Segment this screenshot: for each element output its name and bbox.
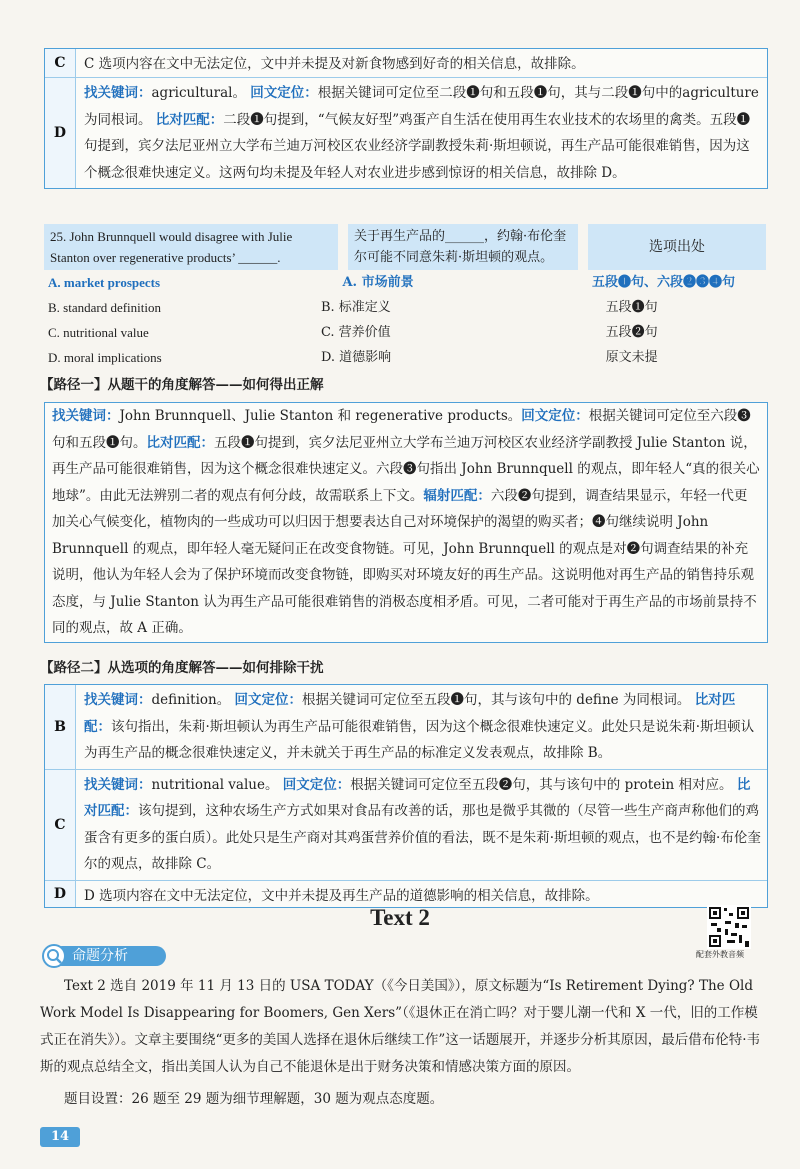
option-cn: B. 标准定义: [320, 300, 391, 315]
top-options-table: [44, 48, 768, 189]
text: 二段❶句提到，“气候友好型”鸡蛋产自生活在使用再生农业技术的农场里的禽类。五段❶句提到，宾夕法尼亚州立大学布兰迪万河校区农业经济学副教授朱莉·斯坦顿说，再生产品可能很难销售，因为这个概念很难快速定义。这两句均未提及年轻人对农业进步感到惊讶的相关信息，故排除 D。: [84, 111, 751, 181]
text: 根据关键词可定位至二段❶句和五段❶句，其与二段❶句中的agriculture为同根词。: [84, 85, 759, 128]
option-cn: C. 营养价值: [320, 325, 391, 340]
text: 根据关键词可定位至五段❷句，其与该句中的 protein 相对应。: [350, 776, 733, 793]
option-d-text: D 选项内容在文中无法定位，文中并未提及再生产品的道德影响的相关信息，故排除。: [84, 887, 599, 904]
path2-table: [44, 684, 768, 908]
option-en: A. market prospects: [48, 275, 161, 290]
option-row-c: [45, 769, 767, 880]
source-header: 选项出处: [588, 224, 766, 270]
text: definition。: [151, 692, 231, 708]
label-find-keyword: 找关键词：: [84, 692, 152, 708]
label-find-keyword: 找关键词：: [84, 776, 152, 793]
text: 六段❷句提到，调查结果显示，年轻一代更加关心气候变化，植物肉的一些成功可以归因于想要表达自己对环境保护的渴望的购买者；❹句继续说明 John Brunnquell 的观点，即年轻人毫无疑问正在改变食物链。可见，John Brunnquell 的观点是对❷句调查结果的补充说明，他认为年轻人会为了保护环境而改变食物链，即购买对环境友好的再生产品。这说明他对再生产品的销售持乐观态度，与 Julie Stanton 认为再生产品可能很难销售的消极态度相矛盾。可见，二者可能对于再生产品的市场前景持不同的观点，故 A 正确。: [52, 487, 757, 636]
qr-caption: 配套外教音频: [696, 950, 744, 959]
text: 该句提到，这种农场生产方式如果对食品有改善的话，那也是微乎其微的（尽管一些生产商声称他们的鸡蛋含有更多的蛋白质）。此处只是生产商对其鸡蛋营养价值的看法，既不是朱莉·斯坦顿的观点，也不是约翰·布伦奎尔的观点，故排除 C。: [84, 803, 761, 872]
option-row-d: [45, 77, 767, 188]
option-row-b: [45, 685, 767, 769]
option-en: C. nutritional value: [48, 325, 149, 340]
option-cn: A. 市场前景: [342, 275, 414, 290]
option-c-text: C 选项内容在文中无法定位，文中并未提及对新食物感到好奇的相关信息，故排除。: [84, 56, 585, 72]
label-match: 比对匹配：: [84, 692, 736, 735]
qr-code-icon: [707, 905, 751, 949]
question-25-header: [44, 224, 766, 270]
option-row-a: [44, 270, 766, 296]
option-b-analysis: [76, 685, 767, 769]
option-letter: C: [54, 55, 66, 71]
text: agricultural。: [151, 85, 246, 101]
label-locate: 回文定位：: [234, 692, 303, 708]
analysis-paragraph: Text 2 选自 2019 年 11 月 13 日的 USA TODAY（《今日美国》），原文标题为“Is Retirement Dying? The Old Work Model Is Disappearing for Boomers, Gen Xers”（《退休正在消亡吗？对于婴儿潮一代和 X 一代，旧的工作模式正在消失》）。文章主要围绕“更多的美国人选择在退休后继续工作”这一话题展开，并逐步分析其原因，最后借布伦特·韦斯的观点总结全文，指出美国人认为自己不能退休是出于财务决策和情感决策方面的原因。: [40, 978, 761, 1075]
text: 根据关键词可定位至五段❶句，其与该句中的 define 为同根词。: [302, 692, 691, 708]
option-source: 五段❶句: [605, 300, 658, 315]
option-en: B. standard definition: [48, 300, 162, 315]
option-letter: D: [53, 125, 67, 141]
badge-label: 命题分析: [72, 948, 128, 964]
label-match: 比对匹配：: [84, 776, 751, 819]
label-find-keyword: 找关键词：: [52, 408, 120, 424]
option-row-d: [45, 880, 767, 907]
option-d-analysis: [76, 78, 767, 188]
option-source: 五段❷句: [605, 325, 658, 340]
text: nutritional value。: [151, 776, 279, 793]
label-match: 比对匹配：: [155, 111, 224, 128]
label-match: 比对匹配：: [146, 434, 214, 451]
text: 根据关键词可定位至六段❸句和五段❶句。: [52, 408, 751, 451]
option-source: 原文未提: [605, 350, 658, 365]
label-locate: 回文定位：: [521, 408, 589, 424]
option-en: D. moral implications: [48, 350, 162, 365]
option-source: 五段❶句、六段❷❸❹句: [592, 275, 736, 290]
text: 该句指出，朱莉·斯坦顿认为再生产品可能很难销售，因为这个概念很难快速定义。此处只是说朱莉·斯坦顿认为再生产品的概念很难快速定义，并未就关于再生产品的标准定义发表观点，故排除 B。: [84, 718, 755, 761]
label-locate: 回文定位：: [282, 776, 351, 793]
option-row-c: [45, 49, 767, 77]
question-setup: 题目设置：26 题至 29 题为细节理解题，30 题为观点态度题。: [64, 1091, 444, 1107]
question-stem-cn: 关于再生产品的______，约翰·布伦奎尔可能不同意朱莉·斯坦顿的观点。: [348, 224, 578, 270]
question-stem-en: 25. John Brunnquell would disagree with Julie Stanton over regenerative products’ ______.: [44, 224, 338, 270]
path1-box: [44, 402, 768, 643]
option-c-analysis: [76, 770, 767, 880]
label-radiate-match: 辐射匹配：: [423, 487, 491, 504]
qr-code[interactable]: [707, 905, 751, 949]
option-letter: B: [54, 718, 66, 735]
page-number: 14: [40, 1127, 80, 1147]
text: John Brunnquell、Julie Stanton 和 regenerative products。: [119, 408, 522, 424]
text: 五段❶句提到，宾夕法尼亚州立大学布兰迪万河校区农业经济学副教授 Julie Stanton 说，再生产品可能很难销售，因为这个概念很难快速定义。六段❸句指出 John Brunnquell 的观点，即年轻人“真的很关心地球”。由此无法辨别二者的观点有何分歧，故需联系上下文。: [52, 434, 760, 504]
option-row-b: [44, 295, 766, 321]
option-cn: D. 道德影响: [320, 350, 392, 365]
option-row-d: [44, 345, 766, 371]
label-locate: 回文定位：: [250, 85, 318, 101]
section-title: Text 2: [370, 905, 430, 930]
option-letter: C: [54, 816, 66, 833]
option-letter: D: [53, 885, 67, 902]
label-find-keyword: 找关键词：: [84, 85, 152, 101]
option-row-c: [44, 320, 766, 346]
path1-heading: 【路径一】从题干的角度解答——如何得出正解: [40, 377, 324, 393]
analysis-badge: [42, 943, 170, 969]
path2-heading: 【路径二】从选项的角度解答——如何排除干扰: [40, 660, 324, 676]
